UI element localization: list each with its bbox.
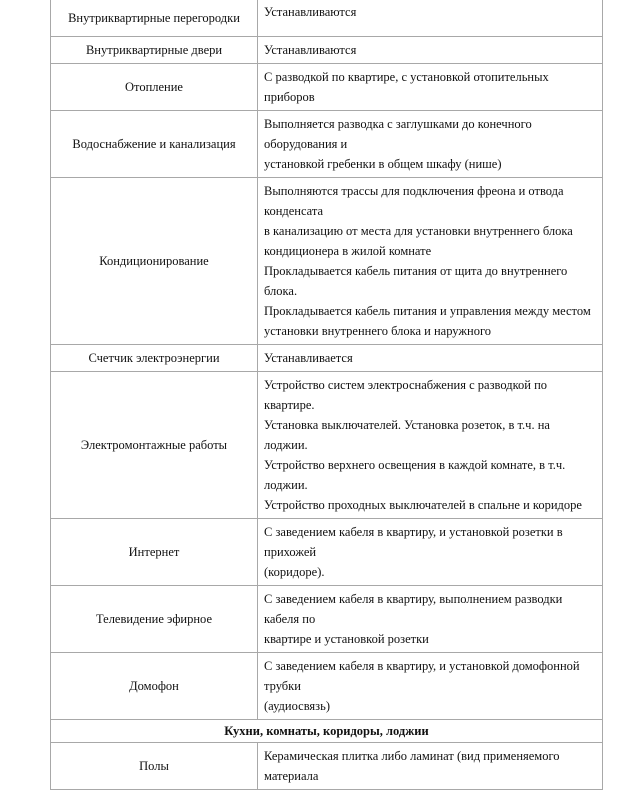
value-line: Устанавливаются (264, 43, 357, 57)
value-line: С заведением кабеля в квартиру, и установкой домофонной трубки (264, 659, 580, 693)
value-line: С разводкой по квартире, с установкой отопительных приборов (264, 70, 549, 104)
value-line: С заведением кабеля в квартиру, и установкой розетки в прихожей (264, 525, 563, 559)
value-line: Устанавливается (264, 351, 353, 365)
table-row (51, 653, 603, 720)
value-line: Выполняется разводка с заглушками до конечного оборудования и (264, 117, 532, 151)
value-line: в канализацию от места для установки внутреннего блока (264, 224, 573, 238)
item-value (258, 653, 603, 720)
value-line: Установка выключателей. Установка розеток, в т.ч. на лоджии. (264, 418, 550, 452)
item-name: Внутриквартирные перегородки (51, 0, 258, 37)
table-row (51, 743, 603, 790)
item-value (258, 111, 603, 178)
item-value (258, 64, 603, 111)
item-name: Домофон (51, 653, 258, 720)
value-line: Устройство проходных выключателей в спальне и коридоре (264, 498, 582, 512)
item-name: Телевидение эфирное (51, 586, 258, 653)
value-line: Прокладывается кабель питания и управления между местом (264, 304, 591, 318)
table-row (51, 519, 603, 586)
item-value (258, 345, 603, 372)
value-line: Керамическая плитка либо ламинат (вид применяемого материала (264, 749, 560, 783)
value-line: (аудиосвязь) (264, 699, 330, 713)
item-name: Счетчик электроэнергии (51, 345, 258, 372)
item-value (258, 0, 603, 37)
table-row (51, 178, 603, 345)
item-name: Электромонтажные работы (51, 372, 258, 519)
item-name: Полы (51, 743, 258, 790)
table-row (51, 586, 603, 653)
item-name: Интернет (51, 519, 258, 586)
value-line: С заведением кабеля в квартиру, выполнением разводки кабеля по (264, 592, 563, 626)
table-row (51, 372, 603, 519)
value-line: установкой гребенки в общем шкафу (нише) (264, 157, 502, 171)
value-line: кондиционера в жилой комнате (264, 244, 432, 258)
item-value (258, 37, 603, 64)
item-value (258, 372, 603, 519)
table-row (51, 37, 603, 64)
table-row (51, 0, 603, 37)
table-row (51, 111, 603, 178)
item-value (258, 743, 603, 790)
specification-table (50, 0, 603, 790)
item-name: Кондиционирование (51, 178, 258, 345)
value-line: Устройство систем электроснабжения с разводкой по квартире. (264, 378, 548, 412)
value-line: (коридоре). (264, 565, 325, 579)
item-value (258, 178, 603, 345)
item-name: Отопление (51, 64, 258, 111)
value-line: Устройство верхнего освещения в каждой комнате, в т.ч. лоджии. (264, 458, 566, 492)
section-heading: Кухни, комнаты, коридоры, лоджии (51, 720, 603, 743)
value-line: установки внутреннего блока и наружного (264, 324, 492, 338)
table-row (51, 64, 603, 111)
item-value (258, 586, 603, 653)
table-row (51, 345, 603, 372)
item-value (258, 519, 603, 586)
value-line: квартире и установкой розетки (264, 632, 429, 646)
value-line: Устанавливаются (264, 5, 357, 19)
item-name: Внутриквартирные двери (51, 37, 258, 64)
item-name: Водоснабжение и канализация (51, 111, 258, 178)
value-line: Прокладывается кабель питания от щита до внутреннего блока. (264, 264, 568, 298)
value-line: Выполняются трассы для подключения фреона и отвода конденсата (264, 184, 564, 218)
section-row (51, 720, 603, 743)
